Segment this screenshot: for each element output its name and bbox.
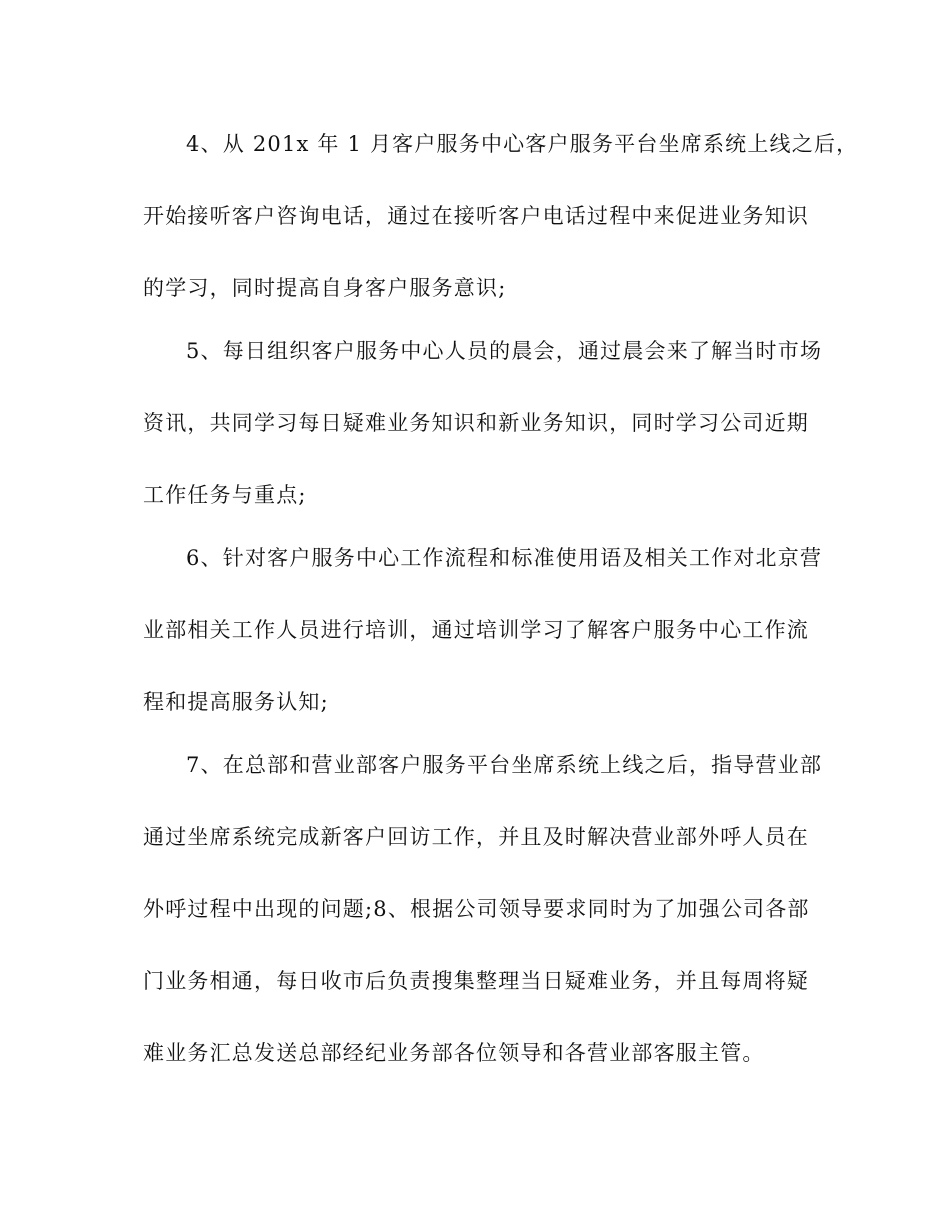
paragraph-4-line-3: 的学习，同时提高自身客户服务意识; [143, 276, 507, 300]
paragraph-5-line-3: 工作任务与重点; [143, 483, 307, 507]
paragraph-5-line-1: 5、每日组织客户服务中心人员的晨会，通过晨会来了解当时市场 [186, 339, 823, 363]
paragraph-7-line-5: 难业务汇总发送总部经纪业务部各位领导和各营业部客服主管。 [143, 1041, 765, 1065]
paragraph-4-line-1: 4、从 201x 年 1 月客户服务中心客户服务平台坐席系统上线之后， [186, 132, 859, 156]
paragraph-7-line-3: 外呼过程中出现的问题;8、根据公司领导要求同时为了加强公司各部 [143, 897, 810, 921]
paragraph-6-line-3: 程和提高服务认知; [143, 690, 329, 714]
paragraph-7-line-1: 7、在总部和营业部客户服务平台坐席系统上线之后，指导营业部 [186, 753, 823, 777]
paragraph-5-line-2: 资讯，共同学习每日疑难业务知识和新业务知识，同时学习公司近期 [143, 411, 809, 435]
paragraph-7-line-4: 门业务相通，每日收市后负责搜集整理当日疑难业务，并且每周将疑 [143, 969, 809, 993]
paragraph-6-line-1: 6、针对客户服务中心工作流程和标准使用语及相关工作对北京营 [186, 546, 823, 570]
paragraph-6-line-2: 业部相关工作人员进行培训，通过培训学习了解客户服务中心工作流 [143, 618, 809, 642]
paragraph-7-line-2: 通过坐席系统完成新客户回访工作，并且及时解决营业部外呼人员在 [143, 825, 809, 849]
paragraph-4-line-2: 开始接听客户咨询电话，通过在接听客户电话过程中来促进业务知识 [143, 204, 809, 228]
